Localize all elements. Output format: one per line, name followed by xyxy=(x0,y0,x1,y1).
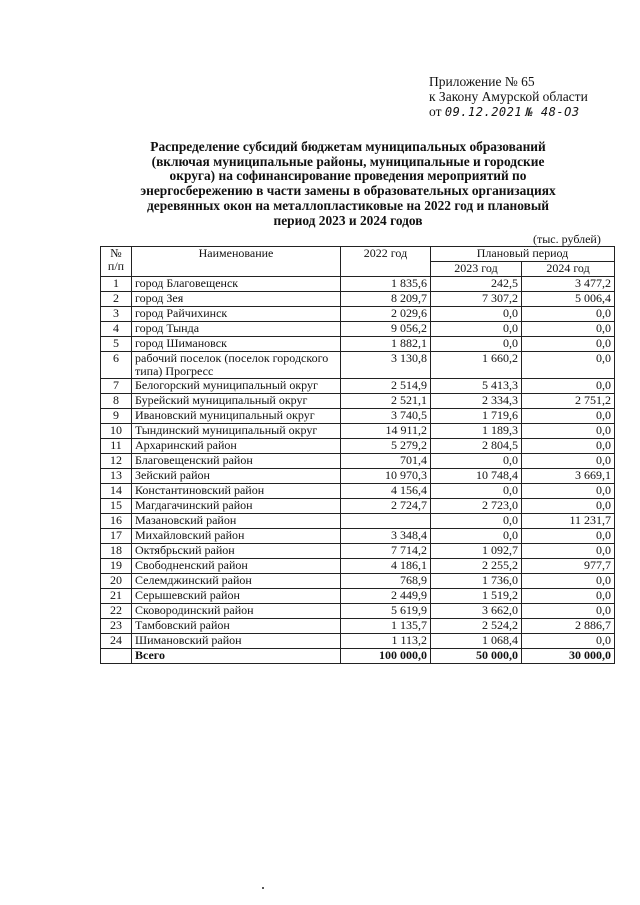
row-num: 20 xyxy=(101,574,132,589)
row-value-2024: 0,0 xyxy=(522,634,615,649)
row-name: Михайловский район xyxy=(132,529,341,544)
row-num: 14 xyxy=(101,484,132,499)
row-num: 3 xyxy=(101,307,132,322)
row-value-2022: 1 882,1 xyxy=(341,337,431,352)
row-value-2023: 10 748,4 xyxy=(431,469,522,484)
title-line-5: деревянных окон на металлопластиковые на 2022 год и плановый xyxy=(147,197,549,213)
row-value-2024: 0,0 xyxy=(522,589,615,604)
total-row xyxy=(101,649,615,664)
row-num: 22 xyxy=(101,604,132,619)
row-value-2024: 0,0 xyxy=(522,604,615,619)
row-name: город Шимановск xyxy=(132,337,341,352)
row-name: Ивановский муниципальный округ xyxy=(132,409,341,424)
table-row xyxy=(101,337,615,352)
table-row xyxy=(101,469,615,484)
table-row xyxy=(101,454,615,469)
row-name: город Райчихинск xyxy=(132,307,341,322)
row-value-2023: 3 662,0 xyxy=(431,604,522,619)
table-row xyxy=(101,544,615,559)
appendix-line-2: к Закону Амурской области xyxy=(429,89,588,104)
header-planned: Плановый период xyxy=(431,247,615,262)
row-name: город Зея xyxy=(132,292,341,307)
subsidy-table xyxy=(100,246,615,664)
row-value-2023: 0,0 xyxy=(431,484,522,499)
row-value-2022: 2 724,7 xyxy=(341,499,431,514)
row-value-2023: 2 524,2 xyxy=(431,619,522,634)
row-value-2023: 2 723,0 xyxy=(431,499,522,514)
total-2023: 50 000,0 xyxy=(431,649,522,664)
row-value-2023: 0,0 xyxy=(431,529,522,544)
appendix-line-1: Приложение № 65 xyxy=(429,74,535,89)
row-name: Тындинский муниципальный округ xyxy=(132,424,341,439)
row-name: Шимановский район xyxy=(132,634,341,649)
row-value-2023: 1 068,4 xyxy=(431,634,522,649)
row-value-2022: 5 619,9 xyxy=(341,604,431,619)
row-num: 4 xyxy=(101,322,132,337)
table-row xyxy=(101,559,615,574)
table-row xyxy=(101,409,615,424)
row-name: Мазановский район xyxy=(132,514,341,529)
table-row xyxy=(101,292,615,307)
title-line-1: Распределение субсидий бюджетам муниципальных образований xyxy=(150,139,546,154)
row-name: Селемджинский район xyxy=(132,574,341,589)
row-value-2022: 14 911,2 xyxy=(341,424,431,439)
row-value-2022: 1 835,6 xyxy=(341,277,431,292)
table-row xyxy=(101,307,615,322)
appendix-line-3 xyxy=(429,104,588,120)
table-row xyxy=(101,322,615,337)
row-name: Магдагачинский район xyxy=(132,499,341,514)
row-num: 6 xyxy=(101,352,132,379)
row-value-2024: 0,0 xyxy=(522,424,615,439)
row-name: Серышевский район xyxy=(132,589,341,604)
row-num: 8 xyxy=(101,394,132,409)
table-row xyxy=(101,589,615,604)
row-value-2023: 1 736,0 xyxy=(431,574,522,589)
row-value-2024: 3 477,2 xyxy=(522,277,615,292)
row-value-2023: 2 255,2 xyxy=(431,559,522,574)
row-value-2022: 4 186,1 xyxy=(341,559,431,574)
table-row xyxy=(101,499,615,514)
row-value-2024: 0,0 xyxy=(522,574,615,589)
row-value-2023: 0,0 xyxy=(431,307,522,322)
row-value-2022: 3 740,5 xyxy=(341,409,431,424)
row-name: Бурейский муниципальный округ xyxy=(132,394,341,409)
table-row xyxy=(101,439,615,454)
row-value-2023: 1 092,7 xyxy=(431,544,522,559)
table-row xyxy=(101,604,615,619)
total-label: Всего xyxy=(132,649,341,664)
row-value-2022: 4 156,4 xyxy=(341,484,431,499)
row-value-2022: 3 130,8 xyxy=(341,352,431,379)
table-row xyxy=(101,634,615,649)
row-value-2022: 701,4 xyxy=(341,454,431,469)
row-name: Зейский район xyxy=(132,469,341,484)
row-value-2024: 0,0 xyxy=(522,439,615,454)
row-value-2023: 0,0 xyxy=(431,322,522,337)
table-row xyxy=(101,484,615,499)
total-2022: 100 000,0 xyxy=(341,649,431,664)
row-num: 2 xyxy=(101,292,132,307)
row-num: 5 xyxy=(101,337,132,352)
row-value-2023: 0,0 xyxy=(431,337,522,352)
row-name: Архаринский район xyxy=(132,439,341,454)
table-row xyxy=(101,529,615,544)
header-num: № п/п xyxy=(101,247,132,277)
row-name: Сковородинский район xyxy=(132,604,341,619)
row-value-2023: 5 413,3 xyxy=(431,379,522,394)
row-value-2024: 2 751,2 xyxy=(522,394,615,409)
units-label: (тыс. рублей) xyxy=(533,232,601,246)
table-row xyxy=(101,619,615,634)
row-name: Свободненский район xyxy=(132,559,341,574)
row-num: 15 xyxy=(101,499,132,514)
appendix-number: № 48-ОЗ xyxy=(525,105,580,119)
row-value-2024: 0,0 xyxy=(522,337,615,352)
row-value-2022: 10 970,3 xyxy=(341,469,431,484)
row-value-2024: 0,0 xyxy=(522,529,615,544)
row-num: 1 xyxy=(101,277,132,292)
row-value-2022: 5 279,2 xyxy=(341,439,431,454)
title-line-6: период 2023 и 2024 годов xyxy=(273,212,423,228)
row-value-2022 xyxy=(341,514,431,529)
header-2024: 2024 год xyxy=(522,262,615,277)
row-value-2022: 1 113,2 xyxy=(341,634,431,649)
total-num xyxy=(101,649,132,664)
row-name: Октябрьский район xyxy=(132,544,341,559)
row-num: 21 xyxy=(101,589,132,604)
row-value-2022: 2 029,6 xyxy=(341,307,431,322)
scan-dot xyxy=(262,887,264,889)
appendix-note xyxy=(429,74,588,120)
row-value-2024: 0,0 xyxy=(522,484,615,499)
table-row xyxy=(101,574,615,589)
header-2022: 2022 год xyxy=(341,247,431,277)
row-value-2023: 1 719,6 xyxy=(431,409,522,424)
title-line-2: (включая муниципальные районы, муниципальные и городские xyxy=(151,153,545,169)
table-row xyxy=(101,424,615,439)
total-2024: 30 000,0 xyxy=(522,649,615,664)
row-name: Белогорский муниципальный округ xyxy=(132,379,341,394)
row-num: 11 xyxy=(101,439,132,454)
appendix-date: 09.12.2021 xyxy=(444,105,523,119)
row-value-2023: 2 334,3 xyxy=(431,394,522,409)
row-num: 17 xyxy=(101,529,132,544)
title-line-3: округа) на софинансирование проведения мероприятий по xyxy=(169,168,527,184)
header-name: Наименование xyxy=(132,247,341,277)
row-value-2023: 0,0 xyxy=(431,514,522,529)
row-value-2024: 977,7 xyxy=(522,559,615,574)
row-num: 13 xyxy=(101,469,132,484)
row-num: 24 xyxy=(101,634,132,649)
row-value-2024: 3 669,1 xyxy=(522,469,615,484)
table-row xyxy=(101,277,615,292)
row-value-2024: 2 886,7 xyxy=(522,619,615,634)
document-title xyxy=(110,140,586,228)
row-name: город Благовещенск xyxy=(132,277,341,292)
row-name: рабочий поселок (поселок городского типа) Прогресс xyxy=(132,352,341,379)
table-row xyxy=(101,514,615,529)
row-value-2023: 1 660,2 xyxy=(431,352,522,379)
row-value-2023: 1 189,3 xyxy=(431,424,522,439)
row-num: 19 xyxy=(101,559,132,574)
row-value-2024: 5 006,4 xyxy=(522,292,615,307)
row-name: город Тында xyxy=(132,322,341,337)
title-line-4: энергосбережению в части замены в образовательных организациях xyxy=(140,183,556,199)
row-value-2022: 7 714,2 xyxy=(341,544,431,559)
row-value-2023: 7 307,2 xyxy=(431,292,522,307)
row-value-2024: 0,0 xyxy=(522,307,615,322)
row-value-2024: 0,0 xyxy=(522,352,615,379)
row-num: 10 xyxy=(101,424,132,439)
row-name: Константиновский район xyxy=(132,484,341,499)
row-name: Благовещенский район xyxy=(132,454,341,469)
row-value-2023: 242,5 xyxy=(431,277,522,292)
table-row xyxy=(101,379,615,394)
row-num: 7 xyxy=(101,379,132,394)
row-name: Тамбовский район xyxy=(132,619,341,634)
row-value-2024: 0,0 xyxy=(522,454,615,469)
table-row xyxy=(101,352,615,379)
row-value-2022: 2 514,9 xyxy=(341,379,431,394)
table-body xyxy=(101,277,615,664)
table-row xyxy=(101,394,615,409)
row-value-2022: 2 521,1 xyxy=(341,394,431,409)
row-num: 23 xyxy=(101,619,132,634)
row-value-2023: 1 519,2 xyxy=(431,589,522,604)
row-num: 18 xyxy=(101,544,132,559)
row-num: 16 xyxy=(101,514,132,529)
row-value-2024: 0,0 xyxy=(522,499,615,514)
row-value-2024: 11 231,7 xyxy=(522,514,615,529)
row-value-2022: 2 449,9 xyxy=(341,589,431,604)
row-num: 9 xyxy=(101,409,132,424)
row-value-2022: 3 348,4 xyxy=(341,529,431,544)
row-value-2024: 0,0 xyxy=(522,379,615,394)
row-value-2024: 0,0 xyxy=(522,322,615,337)
row-value-2023: 0,0 xyxy=(431,454,522,469)
row-value-2023: 2 804,5 xyxy=(431,439,522,454)
header-2023: 2023 год xyxy=(431,262,522,277)
row-num: 12 xyxy=(101,454,132,469)
row-value-2024: 0,0 xyxy=(522,409,615,424)
row-value-2022: 9 056,2 xyxy=(341,322,431,337)
row-value-2022: 8 209,7 xyxy=(341,292,431,307)
appendix-from: от xyxy=(429,104,442,119)
row-value-2022: 1 135,7 xyxy=(341,619,431,634)
row-value-2024: 0,0 xyxy=(522,544,615,559)
row-value-2022: 768,9 xyxy=(341,574,431,589)
